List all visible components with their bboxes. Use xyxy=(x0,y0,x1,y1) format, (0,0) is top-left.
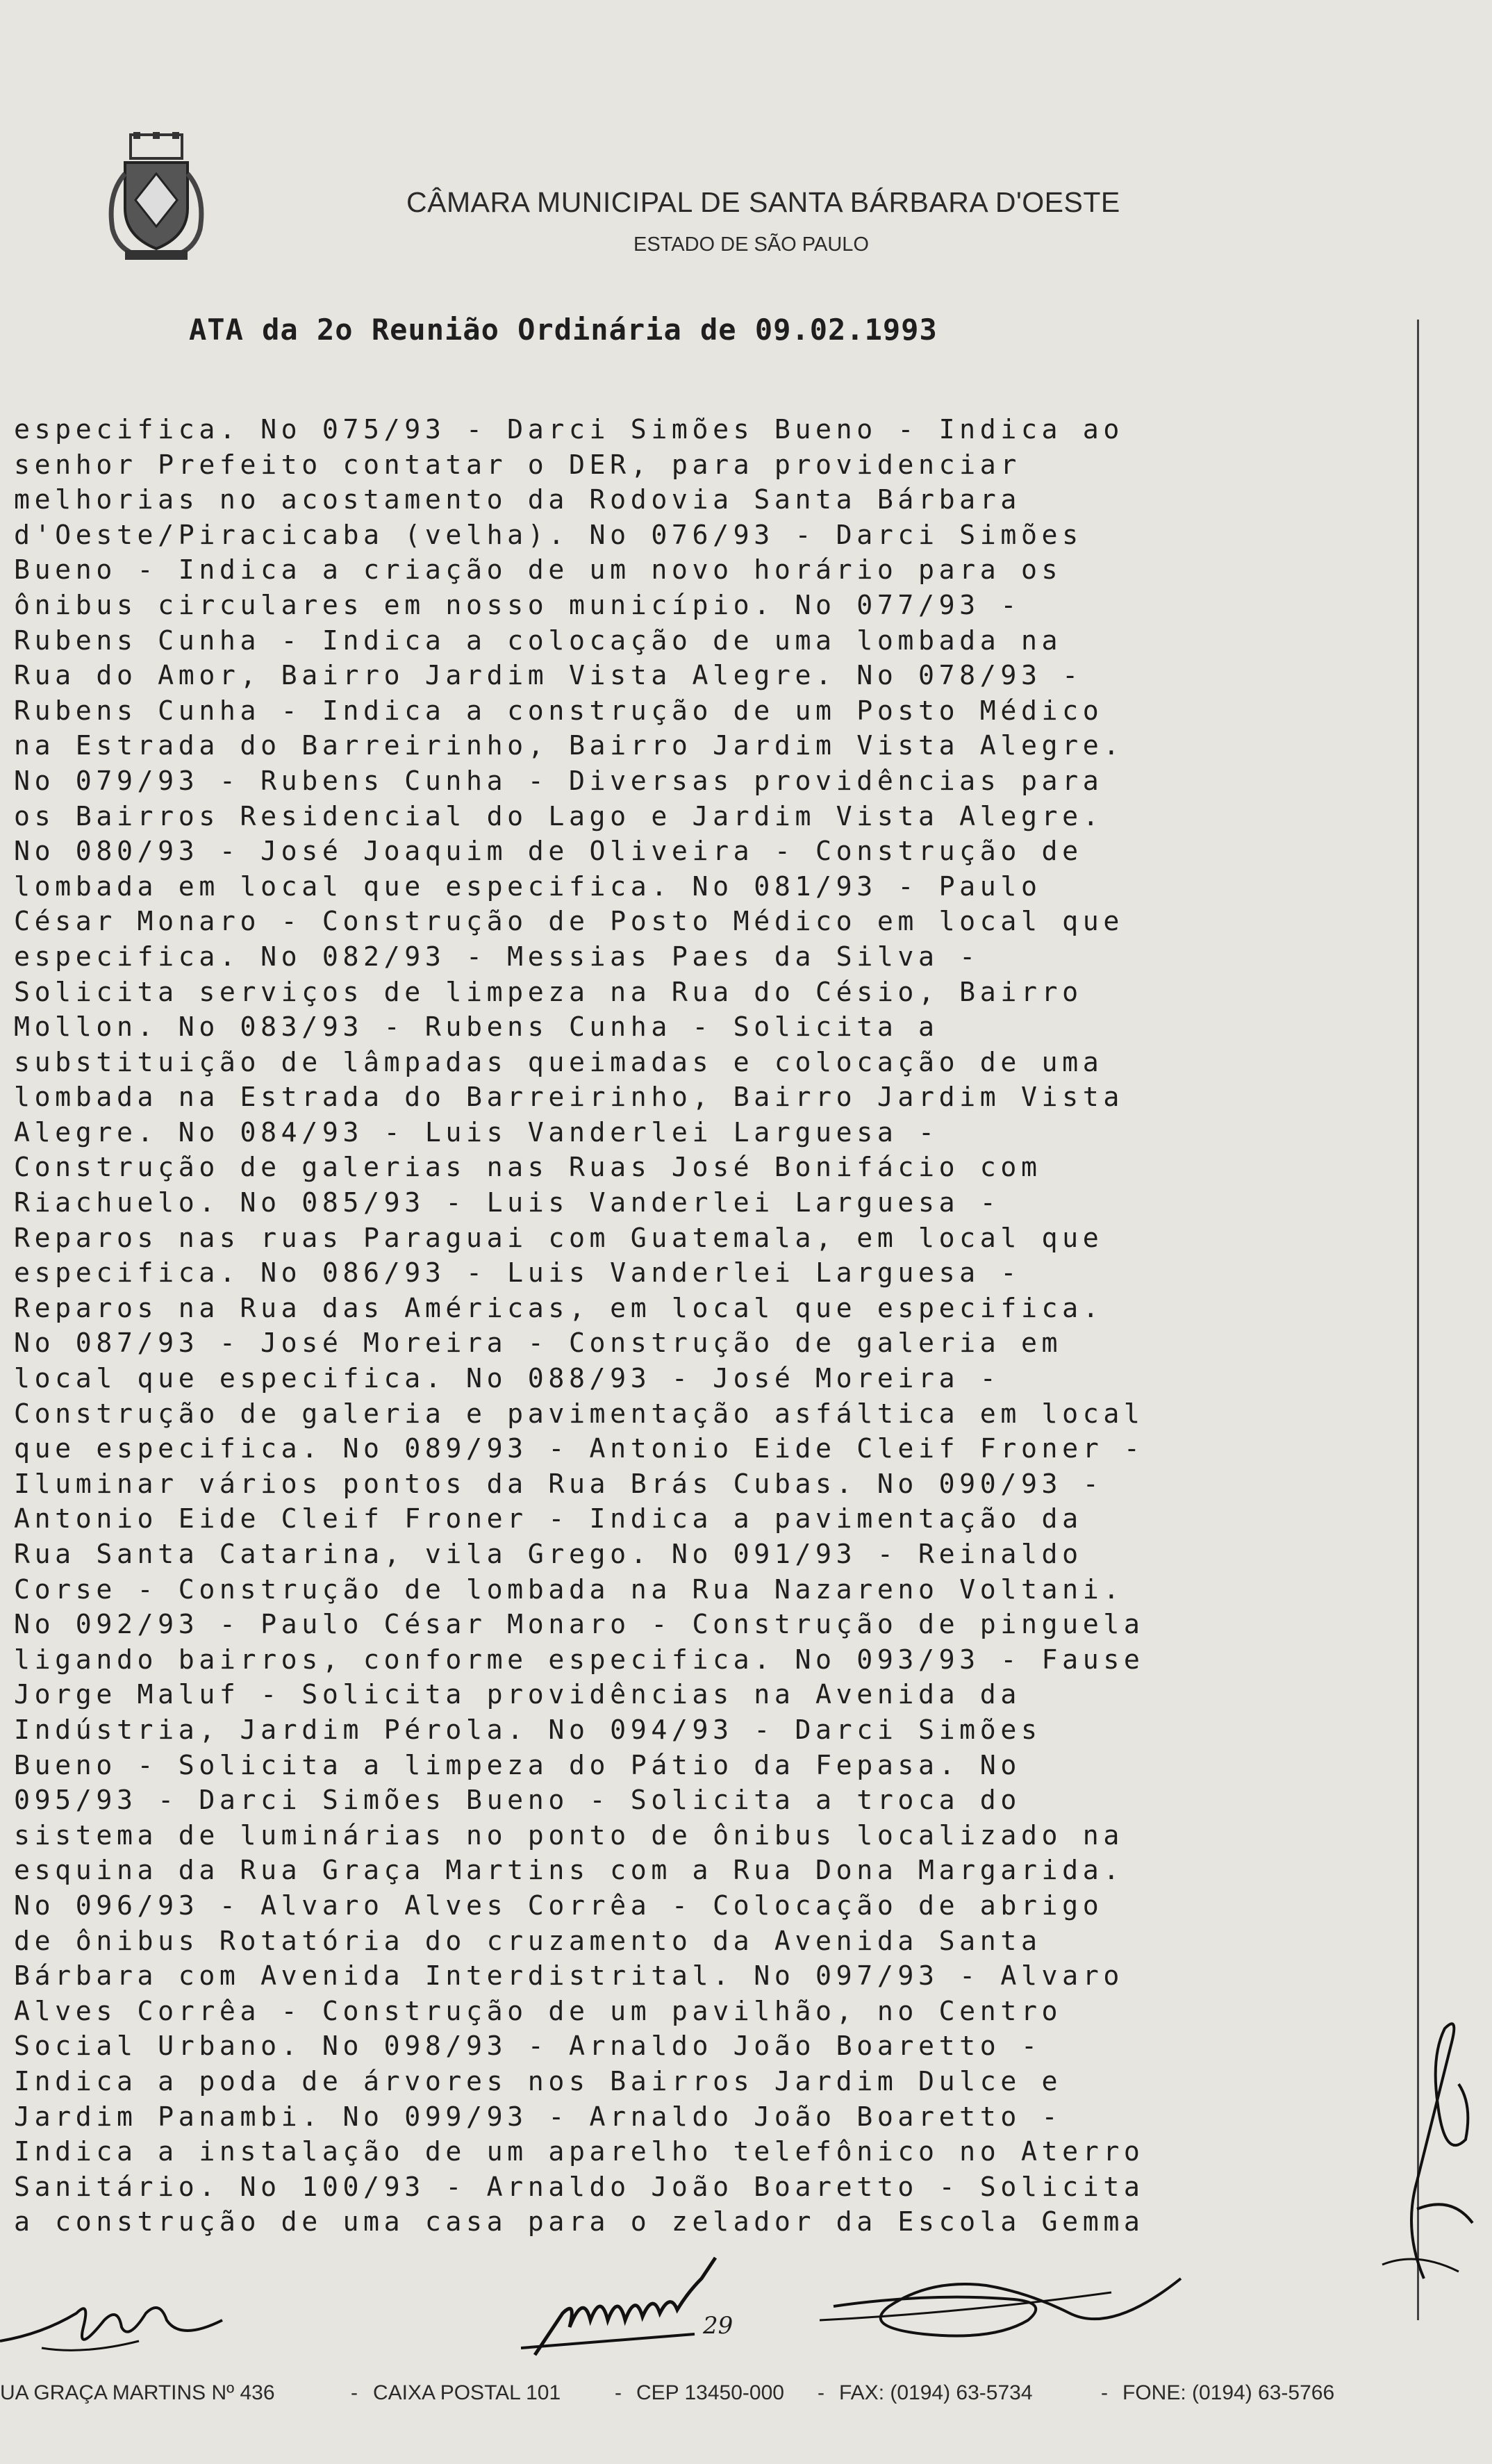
text-line: de ônibus Rotatória do cruzamento da Avenida Santa xyxy=(14,1926,1042,1957)
council-name: CÂMARA MUNICIPAL DE SANTA BÁRBARA D'OESTE xyxy=(406,186,1120,218)
margin-signature-icon xyxy=(1375,2001,1479,2292)
footer-fax: FAX: (0194) 63-5734 xyxy=(839,2381,1033,2404)
text-line: Antonio Eide Cleif Froner - Indica a pavimentação da xyxy=(14,1504,1083,1535)
text-line: a construção de uma casa para o zelador da Escola Gemma xyxy=(14,2207,1145,2238)
text-line: na Estrada do Barreirinho, Bairro Jardim Vista Alegre. xyxy=(14,731,1124,762)
text-line: Riachuelo. No 085/93 - Luis Vanderlei Larguesa - xyxy=(14,1188,1001,1219)
text-line: Jardim Panambi. No 099/93 - Arnaldo João Boaretto - xyxy=(14,2101,1063,2133)
text-line: especifica. No 075/93 - Darci Simões Bueno - Indica ao xyxy=(14,415,1124,445)
text-line: os Bairros Residencial do Lago e Jardim Vista Alegre. xyxy=(14,801,1104,832)
text-line: Bueno - Solicita a limpeza do Pátio da Fepasa. No xyxy=(14,1750,1021,1781)
text-line: Bárbara com Avenida Interdistrital. No 097/93 - Alvaro xyxy=(14,1961,1124,1992)
footer-address: UA GRAÇA MARTINS Nº 436 xyxy=(0,2381,275,2404)
signature-right-icon xyxy=(820,2265,1209,2355)
text-line: lombada na Estrada do Barreirinho, Bairro Jardim Vista xyxy=(14,1082,1124,1114)
text-line: Mollon. No 083/93 - Rubens Cunha - Solicita a xyxy=(14,1012,939,1043)
text-line: Alegre. No 084/93 - Luis Vanderlei Larguesa - xyxy=(14,1117,939,1148)
text-line: Rubens Cunha - Indica a construção de um Posto Médico xyxy=(14,695,1104,727)
text-line: especifica. No 082/93 - Messias Paes da Silva - xyxy=(14,941,980,973)
municipal-coat-of-arms-icon xyxy=(104,132,208,264)
text-line: substituição de lâmpadas queimadas e colocação de uma xyxy=(14,1047,1104,1078)
text-line: local que especifica. No 088/93 - José Moreira - xyxy=(14,1364,1001,1395)
text-line: Bueno - Indica a criação de um novo horário para os xyxy=(14,555,1063,586)
text-line: Construção de galeria e pavimentação asfáltica em local xyxy=(14,1398,1145,1430)
text-line: Social Urbano. No 098/93 - Arnaldo João Boaretto - xyxy=(14,2031,1042,2062)
text-line: No 087/93 - José Moreira - Construção de galeria em xyxy=(14,1328,1063,1359)
document-page: CÂMARA MUNICIPAL DE SANTA BÁRBARA D'OESTE ESTADO DE SÃO PAULO ATA da 2o Reunião Ordinária de 09.02.1993 especifica. No 075/93 - Darci Simões Bueno - Indica ao senhor Prefeito contatar o DER, para providenciar melhorias no acostamento da Rodovia Santa Bárbara d'Oeste/Piracicaba (velha). No 076/93 - Darci Simões Bueno - Indica a criação de um novo horário para os ônibus circulares em nosso município. No 077/93 - Rubens Cunha - Indica a colocação de uma lombada na Rua do Amor, Bairro Jardim Vista Alegre. No 078/93 - Rubens Cunha - Indica a construção de um Posto Médico na Estrada do Barreirinho, Bairro Jardim Vista Alegre. No 079/93 - Rubens Cunha - Diversas providências para os Bairros Residencial do Lago e Jardim Vista Alegre. No 080/93 - José Joaquim de Oliveira - Construção de lombada em local que especifica. No 081/93 - Paulo César Monaro - Construção de Posto Médico em local que especifica. No 082/93 - Messias Paes da Silva - Solicita serviços de limpeza na Rua do Césio, Bairro Mollon. No 083/93 - Rubens Cunha - Solicita a substituição de lâmpadas queimadas e colocação de uma lombada na Estrada do Barreirinho, Bairro Jardim Vista Alegre. No 084/93 - Luis Vanderlei Larguesa - Construção de galerias nas Ruas José Bonifácio com Riachuelo. No 085/93 - Luis Vanderlei Larguesa - Reparos nas ruas Paraguai com Guatemala, em local que especifica. No 086/93 - Luis Vanderlei Larguesa - Reparos na Rua das Américas, em local que especifica. No 087/93 - José Moreira - Construção de galeria em local que especifica. No 088/93 - José Moreira - Construção de galeria e pavimentação asfáltica em local que especifica. No 089/93 - Antonio Eide Cleif Froner - Iluminar vários pontos da Rua Brás Cubas. No 090/93 - Antonio Eide Cleif Froner - Indica a pavimentação da Rua Santa Catarina, vila Grego. No 091/93 - Reinaldo Corse - Construção de lombada na Rua Nazareno Voltani. No 092/93 - Paulo César Monaro - Construção de pinguela ligando bairros, conforme especifica. No 093/93 - Fause Jorge Maluf - Solicita providências na Avenida da Indústria, Jardim Pérola. No 094/93 - Darci Simões Bueno - Solicita a limpeza do Pátio da Fepasa. No 095/93 - Darci Simões Bueno - Solicita a troca do sistema de luminárias no ponto de ônibus localizado na esquina da Rua Graça Martins com a Rua Dona Margarida. No 096/93 - Alvaro Alves Corrêa - Colocação de abrigo de ônibus Rotatória do cruzamento da Avenida Santa Bárbara com Avenida Interdistrital. No 097/93 - Alvaro Alves Corrêa - Construção de um pavilhão, no Centro Social Urbano. No 098/93 - Arnaldo João Boaretto - Indica a poda de árvores nos Bairros Jardim Dulce e Jardim Panambi. No 099/93 - Arnaldo João Boaretto - Indica a instalação de um aparelho telefônico no Aterro Sanitário. No 100/93 - Arnaldo João Boaretto - Solicita a construção de uma casa para o zelador da Escola Gemma 29 UA GRAÇA MARTINS Nº 436 - CAIXA POSTAL 101 - CEP 13450-000 - FAX: (0194) 63-5734 - FONE: (0194) 63-5766 xyxy=(0,0,1492,2464)
footer-po-box: CAIXA POSTAL 101 xyxy=(373,2381,561,2404)
text-line: Indústria, Jardim Pérola. No 094/93 - Darci Simões xyxy=(14,1714,1042,1746)
text-line: Construção de galerias nas Ruas José Bonifácio com xyxy=(14,1152,1042,1184)
text-line: Indica a poda de árvores nos Bairros Jardim Dulce e xyxy=(14,2066,1063,2097)
text-line: Rubens Cunha - Indica a colocação de uma lombada na xyxy=(14,625,1063,656)
text-line: Jorge Maluf - Solicita providências na Avenida da xyxy=(14,1680,1021,1711)
text-line: Sanitário. No 100/93 - Arnaldo João Boaretto - Solicita xyxy=(14,2172,1145,2203)
text-line: Alves Corrêa - Construção de um pavilhão, no Centro xyxy=(14,1996,1063,2027)
text-line: No 080/93 - José Joaquim de Oliveira - Construção de xyxy=(14,836,1083,868)
text-line: Rua do Amor, Bairro Jardim Vista Alegre. No 078/93 - xyxy=(14,661,1083,692)
page-number: 29 xyxy=(703,2312,733,2340)
text-line: No 092/93 - Paulo César Monaro - Construção de pinguela xyxy=(14,1610,1145,1641)
text-line: Iluminar vários pontos da Rua Brás Cubas. No 090/93 - xyxy=(14,1469,1104,1500)
text-line: ligando bairros, conforme especifica. No 093/93 - Fause xyxy=(14,1644,1145,1676)
signature-left-icon xyxy=(0,2272,278,2362)
minutes-body xyxy=(14,413,1382,2240)
text-line: César Monaro - Construção de Posto Médico em local que xyxy=(14,907,1124,938)
footer-cep: CEP 13450-000 xyxy=(636,2381,784,2404)
text-line: melhorias no acostamento da Rodovia Santa Bárbara xyxy=(14,485,1021,516)
text-line: No 079/93 - Rubens Cunha - Diversas providências para xyxy=(14,766,1104,797)
text-line: ônibus circulares em nosso município. No 077/93 - xyxy=(14,590,1021,621)
text-line: Solicita serviços de limpeza na Rua do Césio, Bairro xyxy=(14,977,1083,1008)
text-line: esquina da Rua Graça Martins com a Rua Dona Margarida. xyxy=(14,1855,1124,1887)
text-line: Reparos na Rua das Américas, em local que especifica. xyxy=(14,1293,1104,1324)
text-line: Corse - Construção de lombada na Rua Nazareno Voltani. xyxy=(14,1574,1124,1605)
text-line: Reparos nas ruas Paraguai com Guatemala, em local que xyxy=(14,1223,1104,1254)
text-line: Rua Santa Catarina, vila Grego. No 091/93 - Reinaldo xyxy=(14,1539,1083,1570)
state-name: ESTADO DE SÃO PAULO xyxy=(633,233,869,256)
text-line: No 096/93 - Alvaro Alves Corrêa - Colocação de abrigo xyxy=(14,1890,1104,1921)
text-line: especifica. No 086/93 - Luis Vanderlei Larguesa - xyxy=(14,1258,1021,1289)
text-line: 095/93 - Darci Simões Bueno - Solicita a troca do xyxy=(14,1785,1021,1817)
minutes-title: ATA da 2o Reunião Ordinária de 09.02.1993 xyxy=(189,313,938,347)
text-line: d'Oeste/Piracicaba (velha). No 076/93 - Darci Simões xyxy=(14,520,1083,551)
text-line: Indica a instalação de um aparelho telefônico no Aterro xyxy=(14,2137,1145,2168)
signature-center-icon xyxy=(521,2251,757,2369)
text-line: senhor Prefeito contatar o DER, para providenciar xyxy=(14,449,1021,481)
footer-phone: FONE: (0194) 63-5766 xyxy=(1122,2381,1335,2404)
text-line: que especifica. No 089/93 - Antonio Eide Cleif Froner - xyxy=(14,1434,1145,1465)
text-line: sistema de luminárias no ponto de ônibus localizado na xyxy=(14,1820,1124,1851)
text-line: lombada em local que especifica. No 081/93 - Paulo xyxy=(14,871,1042,902)
